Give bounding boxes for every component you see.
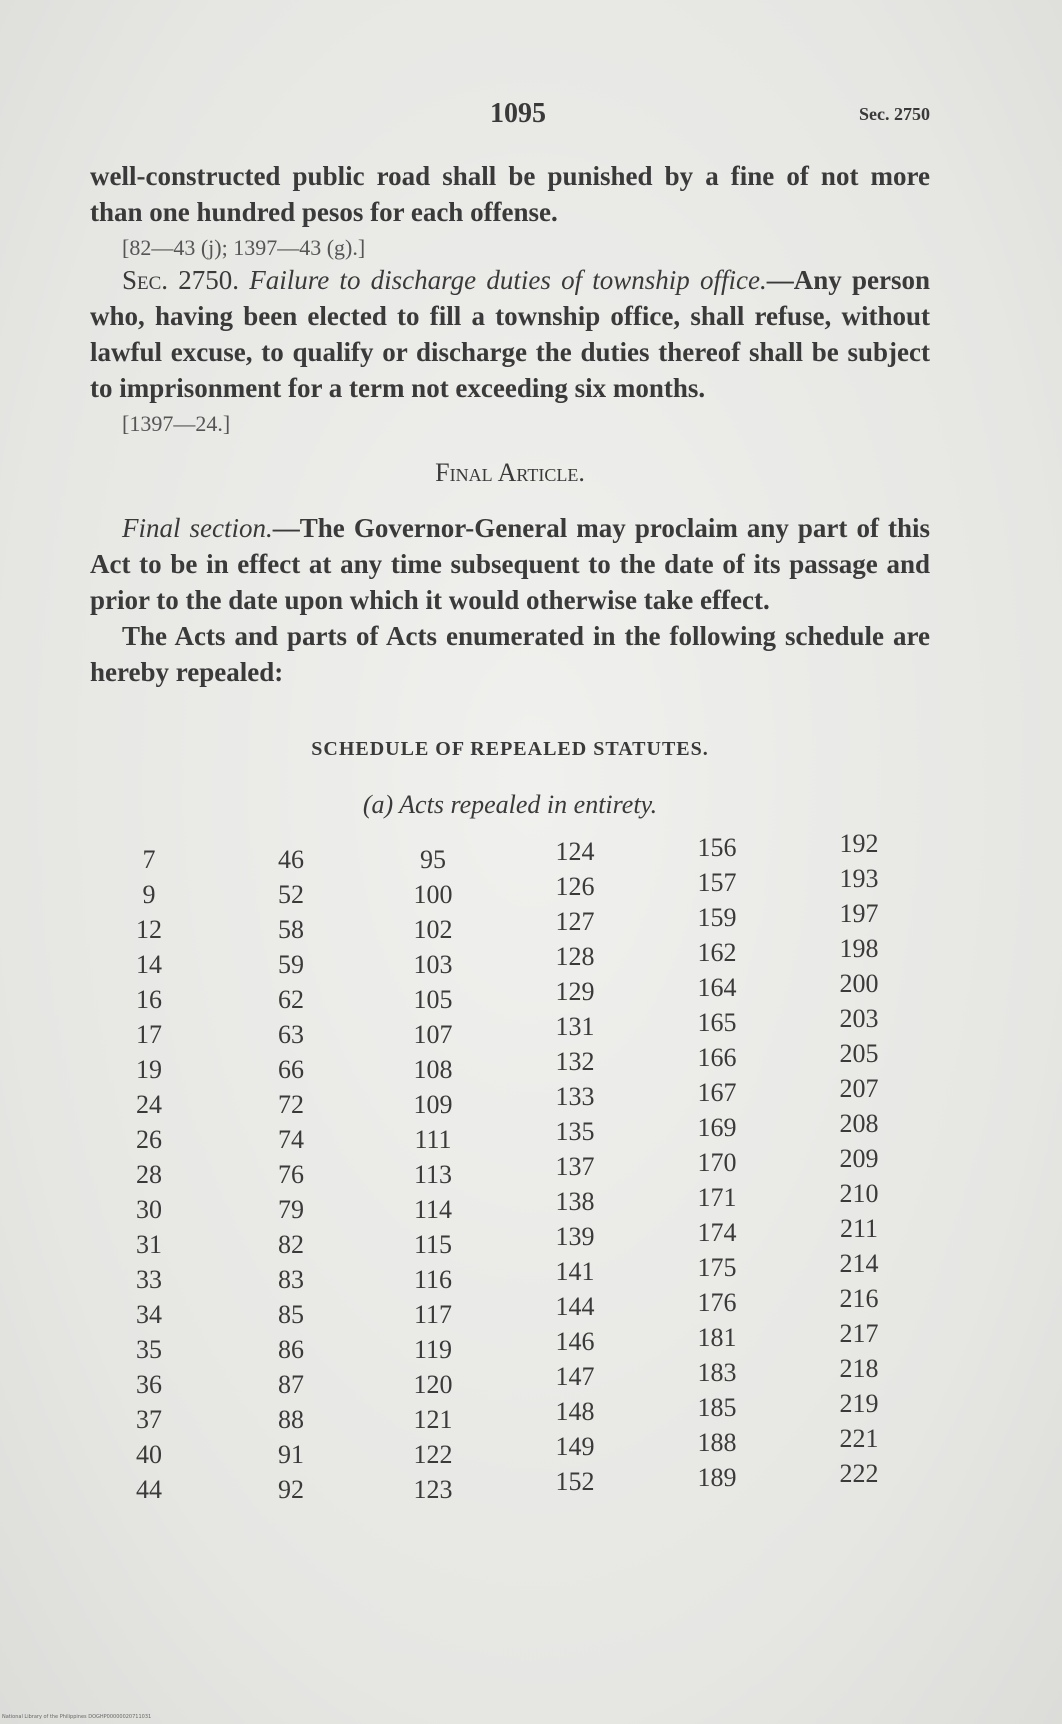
act-number: 139 <box>555 1222 595 1251</box>
act-number: 17 <box>136 1020 162 1049</box>
act-number: 107 <box>413 1020 453 1049</box>
act-number: 189 <box>697 1463 737 1492</box>
act-number: 40 <box>136 1440 162 1469</box>
section-body: —Any person who, having been elected to fill a township office, shall refuse, without lawful excuse, to qualify or discharge the duties thereof shall be subject to imprisonment for a term not exceeding six months. <box>90 265 930 403</box>
schedule-column-3 <box>398 842 468 1507</box>
act-number: 144 <box>555 1292 595 1321</box>
act-number: 95 <box>420 845 446 874</box>
final-section-label: Final section. <box>122 513 273 543</box>
act-number: 146 <box>555 1327 595 1356</box>
act-number: 86 <box>278 1335 304 1364</box>
act-number: 198 <box>839 934 879 963</box>
act-number: 135 <box>555 1117 595 1146</box>
schedule-column-1 <box>114 842 184 1507</box>
act-number: 208 <box>839 1109 879 1138</box>
section-title: Failure to discharge duties of township office. <box>249 265 767 295</box>
act-number: 37 <box>136 1405 162 1434</box>
act-number: 83 <box>278 1265 304 1294</box>
act-number: 147 <box>555 1362 595 1391</box>
act-number: 36 <box>136 1370 162 1399</box>
act-number: 127 <box>555 907 595 936</box>
citation: [82—43 (j); 1397—43 (g).] <box>122 235 366 260</box>
act-number: 19 <box>136 1055 162 1084</box>
act-number: 82 <box>278 1230 304 1259</box>
page-number: 1095 <box>490 98 546 129</box>
act-number: 117 <box>413 1300 453 1329</box>
act-number: 76 <box>278 1160 304 1189</box>
act-number: 167 <box>697 1078 737 1107</box>
act-number: 216 <box>839 1284 879 1313</box>
act-number: 205 <box>839 1039 879 1068</box>
act-number: 85 <box>278 1300 304 1329</box>
act-number: 119 <box>413 1335 453 1364</box>
section-2750 <box>90 262 930 442</box>
act-number: 103 <box>413 950 453 979</box>
act-number: 31 <box>136 1230 162 1259</box>
act-number: 164 <box>697 973 737 1002</box>
act-number: 124 <box>555 837 595 866</box>
act-number: 222 <box>839 1459 879 1488</box>
act-number: 132 <box>555 1047 595 1076</box>
act-number: 211 <box>839 1214 879 1243</box>
act-number: 9 <box>142 880 156 909</box>
paragraph-road-offense <box>90 158 930 266</box>
act-number: 221 <box>839 1424 879 1453</box>
schedule-column-5 <box>682 830 752 1495</box>
section-label: Sec. 2750. <box>122 265 240 295</box>
section-reference: Sec. 2750 <box>859 104 930 124</box>
act-number: 171 <box>697 1183 737 1212</box>
act-number: 122 <box>413 1440 453 1469</box>
act-number: 46 <box>278 845 304 874</box>
act-number: 114 <box>413 1195 453 1224</box>
act-number: 214 <box>839 1249 879 1278</box>
act-number: 174 <box>697 1218 737 1247</box>
schedule-subtitle: (a) Acts repealed in entirety. <box>362 790 658 819</box>
schedule-title: SCHEDULE OF REPEALED STATUTES. <box>311 738 709 760</box>
act-number: 44 <box>136 1475 162 1504</box>
act-number: 115 <box>413 1230 453 1259</box>
act-number: 120 <box>413 1370 453 1399</box>
act-number: 159 <box>697 903 737 932</box>
act-number: 91 <box>278 1440 304 1469</box>
act-number: 165 <box>697 1008 737 1037</box>
act-number: 138 <box>555 1187 595 1216</box>
act-number: 176 <box>697 1288 737 1317</box>
act-number: 149 <box>555 1432 595 1461</box>
act-number: 35 <box>136 1335 162 1364</box>
act-number: 72 <box>278 1090 304 1119</box>
act-number: 203 <box>839 1004 879 1033</box>
act-number: 58 <box>278 915 304 944</box>
act-number: 92 <box>278 1475 304 1504</box>
act-number: 210 <box>839 1179 879 1208</box>
act-number: 217 <box>839 1319 879 1348</box>
act-number: 34 <box>136 1300 162 1329</box>
act-number: 105 <box>413 985 453 1014</box>
final-section-body: —The Governor-General may proclaim any part of this Act to be in effect at any time subsequent to the date of its passage and prior to the date upon which it would otherwise take effect. <box>90 513 930 615</box>
act-number: 102 <box>413 915 453 944</box>
act-number: 116 <box>413 1265 453 1294</box>
act-number: 207 <box>839 1074 879 1103</box>
act-number: 14 <box>136 950 162 979</box>
act-number: 63 <box>278 1020 304 1049</box>
schedule-column-2 <box>256 842 326 1507</box>
act-number: 129 <box>555 977 595 1006</box>
schedule-column-4 <box>540 834 610 1499</box>
act-number: 26 <box>136 1125 162 1154</box>
act-number: 30 <box>136 1195 162 1224</box>
act-number: 141 <box>555 1257 595 1286</box>
act-number: 7 <box>142 845 156 874</box>
act-number: 109 <box>413 1090 453 1119</box>
act-number: 74 <box>278 1125 304 1154</box>
act-number: 133 <box>555 1082 595 1111</box>
act-number: 131 <box>555 1012 595 1041</box>
act-number: 170 <box>697 1148 737 1177</box>
act-number: 152 <box>555 1467 595 1496</box>
act-number: 79 <box>278 1195 304 1224</box>
footer-note: National Library of the Philippines DOGHP00000020711031 <box>2 1714 152 1720</box>
act-number: 175 <box>697 1253 737 1282</box>
act-number: 185 <box>697 1393 737 1422</box>
act-number: 218 <box>839 1354 879 1383</box>
act-number: 100 <box>413 880 453 909</box>
act-number: 88 <box>278 1405 304 1434</box>
act-number: 121 <box>413 1405 453 1434</box>
act-number: 16 <box>136 985 162 1014</box>
act-number: 193 <box>839 864 879 893</box>
final-article-heading: Final Article. <box>435 458 585 487</box>
act-number: 33 <box>136 1265 162 1294</box>
act-number: 209 <box>839 1144 879 1173</box>
act-number: 200 <box>839 969 879 998</box>
act-number: 156 <box>697 833 737 862</box>
act-number: 192 <box>839 829 879 858</box>
act-number: 126 <box>555 872 595 901</box>
act-number: 12 <box>136 915 162 944</box>
act-number: 166 <box>697 1043 737 1072</box>
repeal-paragraph: The Acts and parts of Acts enumerated in the following schedule are hereby repealed: <box>90 621 930 687</box>
act-number: 181 <box>697 1323 737 1352</box>
act-number: 162 <box>697 938 737 967</box>
page-header <box>90 98 930 138</box>
schedule-column-6 <box>824 826 894 1491</box>
citation: [1397—24.] <box>122 411 231 436</box>
act-number: 62 <box>278 985 304 1014</box>
act-number: 128 <box>555 942 595 971</box>
act-number: 188 <box>697 1428 737 1457</box>
act-number: 52 <box>278 880 304 909</box>
act-number: 28 <box>136 1160 162 1189</box>
act-number: 183 <box>697 1358 737 1387</box>
act-number: 24 <box>136 1090 162 1119</box>
act-number: 157 <box>697 868 737 897</box>
final-section <box>90 510 930 690</box>
act-number: 87 <box>278 1370 304 1399</box>
act-number: 66 <box>278 1055 304 1084</box>
paragraph-text: well-constructed public road shall be punished by a fine of not more than one hundred pesos for each offense. <box>90 161 930 227</box>
act-number: 59 <box>278 950 304 979</box>
act-number: 123 <box>413 1475 453 1504</box>
act-number: 148 <box>555 1397 595 1426</box>
act-number: 111 <box>414 1125 452 1154</box>
act-number: 197 <box>839 899 879 928</box>
act-number: 169 <box>697 1113 737 1142</box>
act-number: 137 <box>555 1152 595 1181</box>
act-number: 113 <box>413 1160 453 1189</box>
act-number: 108 <box>413 1055 453 1084</box>
act-number: 219 <box>839 1389 879 1418</box>
